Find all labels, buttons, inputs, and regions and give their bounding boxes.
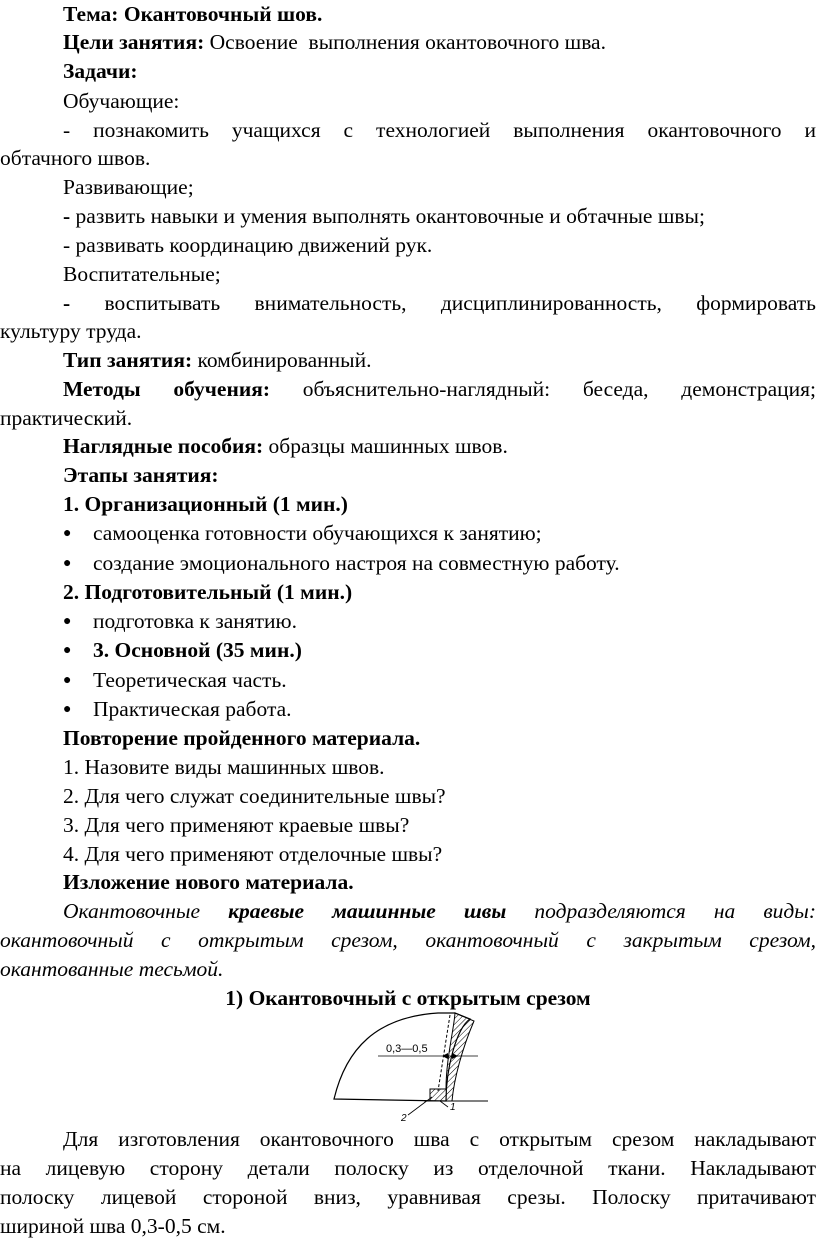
tasks-label: Задачи: [63,59,138,83]
educating-label: Воспитательные; [63,262,221,286]
goals-line [63,29,606,56]
aids-line [63,433,508,460]
lesson-type-line [63,347,372,374]
methods-label: Методы обучения: [63,377,271,401]
stage2-heading: 2. Подготовительный (1 мин.) [63,580,353,604]
review-question-2: 2. Для чего служат соединительные швы? [63,784,446,808]
review-question-1: 1. Назовите виды машинных швов. [63,755,385,779]
section1-text-line4: шириной шва 0,3-0,5 см. [0,1214,226,1238]
bullet-icon: ● [63,526,72,541]
stages-label: Этапы занятия: [63,463,219,487]
methods-value-line2: практический. [0,406,133,430]
methods-value-line1: объяснительно-наглядный: беседа, демонстрация; [270,377,816,401]
section1-text-line1: Для изготовления окантовочного шва с открытым срезом накладывают [63,1127,816,1151]
topic-value: Окантовочный шов. [123,2,323,26]
section1-text-line2: на лицевую сторону детали полоску из отделочной ткани. Накладывают [0,1156,816,1180]
new-material-line1-b: краевые машинные швы [228,899,507,923]
educating-item-dash: - [63,291,71,315]
review-question-4: 4. Для чего применяют отделочные швы? [63,842,443,866]
review-heading: Повторение пройденного материала. [63,726,421,750]
aids-value: образцы машинных швов. [263,434,508,458]
developing-item1-dash: - [63,204,71,228]
new-material-heading: Изложение нового материала. [63,870,354,894]
callout-leader-1 [440,1101,448,1107]
new-material-line2: окантовочный с открытым срезом, окантовочный с закрытым срезом, [0,928,816,952]
stage3-item-2: Практическая работа. [93,697,292,721]
callout-leader-2 [408,1097,432,1115]
goals-label: Цели занятия: [63,30,205,54]
new-material-line1-a: Окантовочные [63,899,229,923]
methods-line1 [63,376,816,403]
review-question-3: 3. Для чего применяют краевые швы? [63,813,410,837]
educating-item-line2: культуру труда. [0,319,142,343]
developing-item1-text: развить навыки и умения выполнять окантовочные и обтачные швы; [70,204,705,228]
dimension-label: 0,3—0,5 [386,1043,428,1055]
stage1-heading: 1. Организационный (1 мин.) [63,492,348,516]
teaching-item-line1: - познакомить учащихся с технологией выполнения окантовочного и [63,118,816,142]
bullet-icon: ● [63,702,72,717]
stage2-item-1: подготовка к занятию. [93,609,297,633]
educating-item-text: воспитывать внимательность, дисциплинированность, формировать [70,291,816,315]
stage3-heading: 3. Основной (35 мин.) [93,638,302,662]
goals-value: Освоение выполнения окантовочного шва. [209,30,606,54]
lesson-type-value: комбинированный. [192,348,372,372]
lesson-type-label: Тип занятия: [63,348,193,372]
developing-item2: - развивать координацию движений рук. [63,233,433,257]
seam-diagram [328,1009,488,1124]
bullet-icon: ● [63,643,72,658]
new-material-line3: окантованные тесьмой. [0,957,224,981]
teaching-item-line2: обтачного швов. [0,146,151,170]
topic-line [63,1,322,28]
callout-2: 2 [401,1113,407,1124]
new-material-line1 [63,898,816,925]
section1-text-line3: полоску лицевой стороной вниз, уравнивая срезы. Полоску притачивают [0,1185,816,1209]
topic-label: Тема: [63,2,119,26]
section1-title: 1) Окантовочный с открытым срезом [225,986,591,1010]
developing-item1 [63,203,705,230]
educating-item-line1 [63,290,816,317]
new-material-line1-c: подразделяются на виды: [506,899,816,923]
developing-label: Развивающие; [63,175,194,199]
stage3-item-1: Теоретическая часть. [93,668,287,692]
stage1-item-1: самооценка готовности обучающихся к занятию; [93,521,542,545]
stage1-item-2: создание эмоционального настроя на совместную работу. [93,551,620,575]
aids-label: Наглядные пособия: [63,434,264,458]
teaching-label: Обучающие: [63,89,180,113]
bullet-icon: ● [63,614,72,629]
bullet-icon: ● [63,556,72,571]
callout-1: 1 [450,1102,456,1113]
bullet-icon: ● [63,673,72,688]
